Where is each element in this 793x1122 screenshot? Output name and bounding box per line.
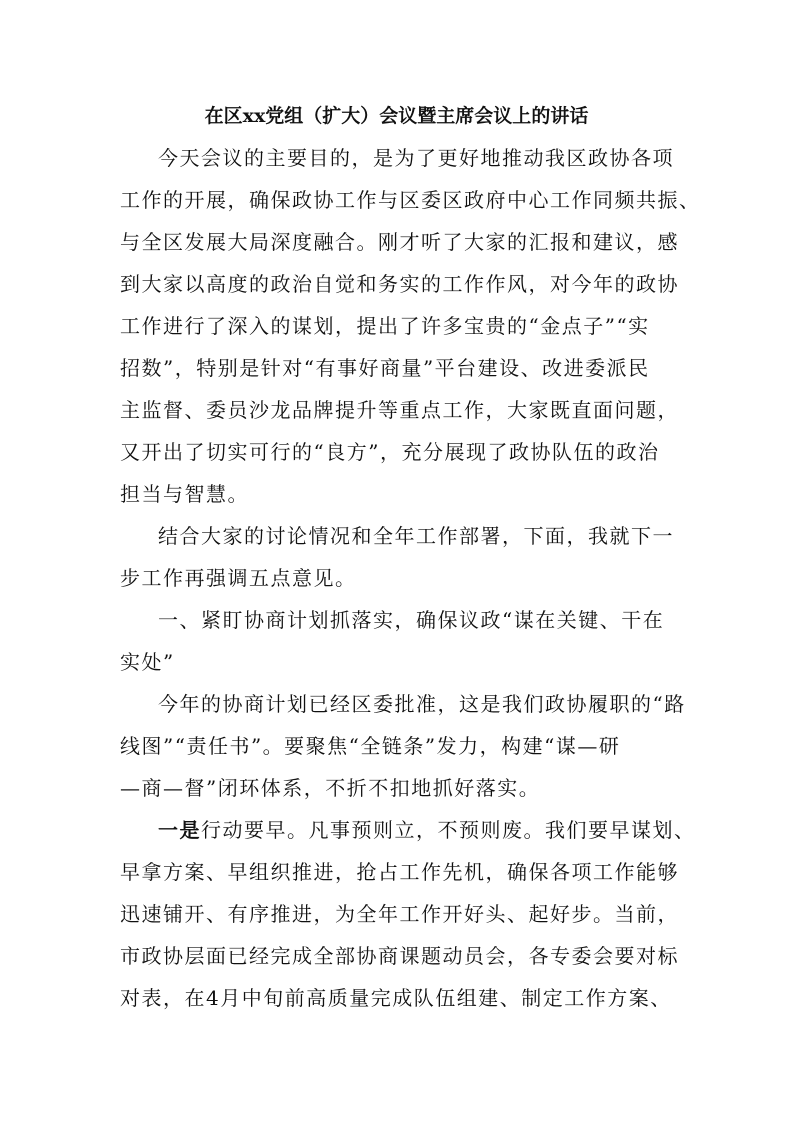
body-line-14: 今年的协商计划已经区委批准，这是我们政协履职的“路 [158,692,686,716]
body-line-5: 工作进行了深入的谋划，提出了许多宝贵的“金点子”“实 [120,314,650,338]
body-line-7: 主监督、委员沙龙品牌提升等重点工作，大家既直面问题， [120,398,679,422]
body-line-6: 招数”，特别是针对“有事好商量”平台建设、改进委派民 [120,356,650,380]
body-line-8: 又开出了切实可行的“良方”，充分展现了政协队伍的政治 [120,440,660,464]
body-line-2: 工作的开展，确保政协工作与区委区政府中心工作同频共振、 [120,188,701,212]
body-line-17-text: 行动要早。凡事预则立，不预则废。我们要早谋划、 [201,818,696,842]
body-line-19: 迅速铺开、有序推进，为全年工作开好头、起好步。当前， [120,902,679,926]
body-line-10: 结合大家的讨论情况和全年工作部署，下面，我就下一 [158,524,674,548]
section-heading-line-2: 实处” [120,650,175,674]
body-line-3: 与全区发展大局深度融合。刚才听了大家的汇报和建议，感 [120,230,679,254]
body-line-20: 市政协层面已经完成全部协商课题动员会，各专委会要对标 [120,944,679,968]
body-line-16: —商—督”闭环体系，不折不扣地抓好落实。 [120,776,541,800]
body-line-18: 早拿方案、早组织推进，抢占工作先机，确保各项工作能够 [120,860,679,884]
body-line-1: 今天会议的主要目的，是为了更好地推动我区政协各项 [158,146,674,170]
body-line-21: 对表，在4月中旬前高质量完成队伍组建、制定工作方案、 [120,986,672,1010]
section-heading-line-1: 一、紧盯协商计划抓落实，确保议政“谋在关键、干在 [158,608,665,632]
body-line-4: 到大家以高度的政治自觉和务实的工作作风，对今年的政协 [120,272,679,296]
body-line-11: 步工作再强调五点意见。 [120,566,357,590]
document-title: 在区xx党组（扩大）会议暨主席会议上的讲话 [204,105,589,127]
bold-lead: 一是 [158,818,201,842]
body-line-15: 线图”“责任书”。要聚焦“全链条”发力，构建“谋—研 [120,734,621,758]
body-line-9: 担当与智慧。 [120,482,249,506]
body-line-17 [158,813,696,847]
